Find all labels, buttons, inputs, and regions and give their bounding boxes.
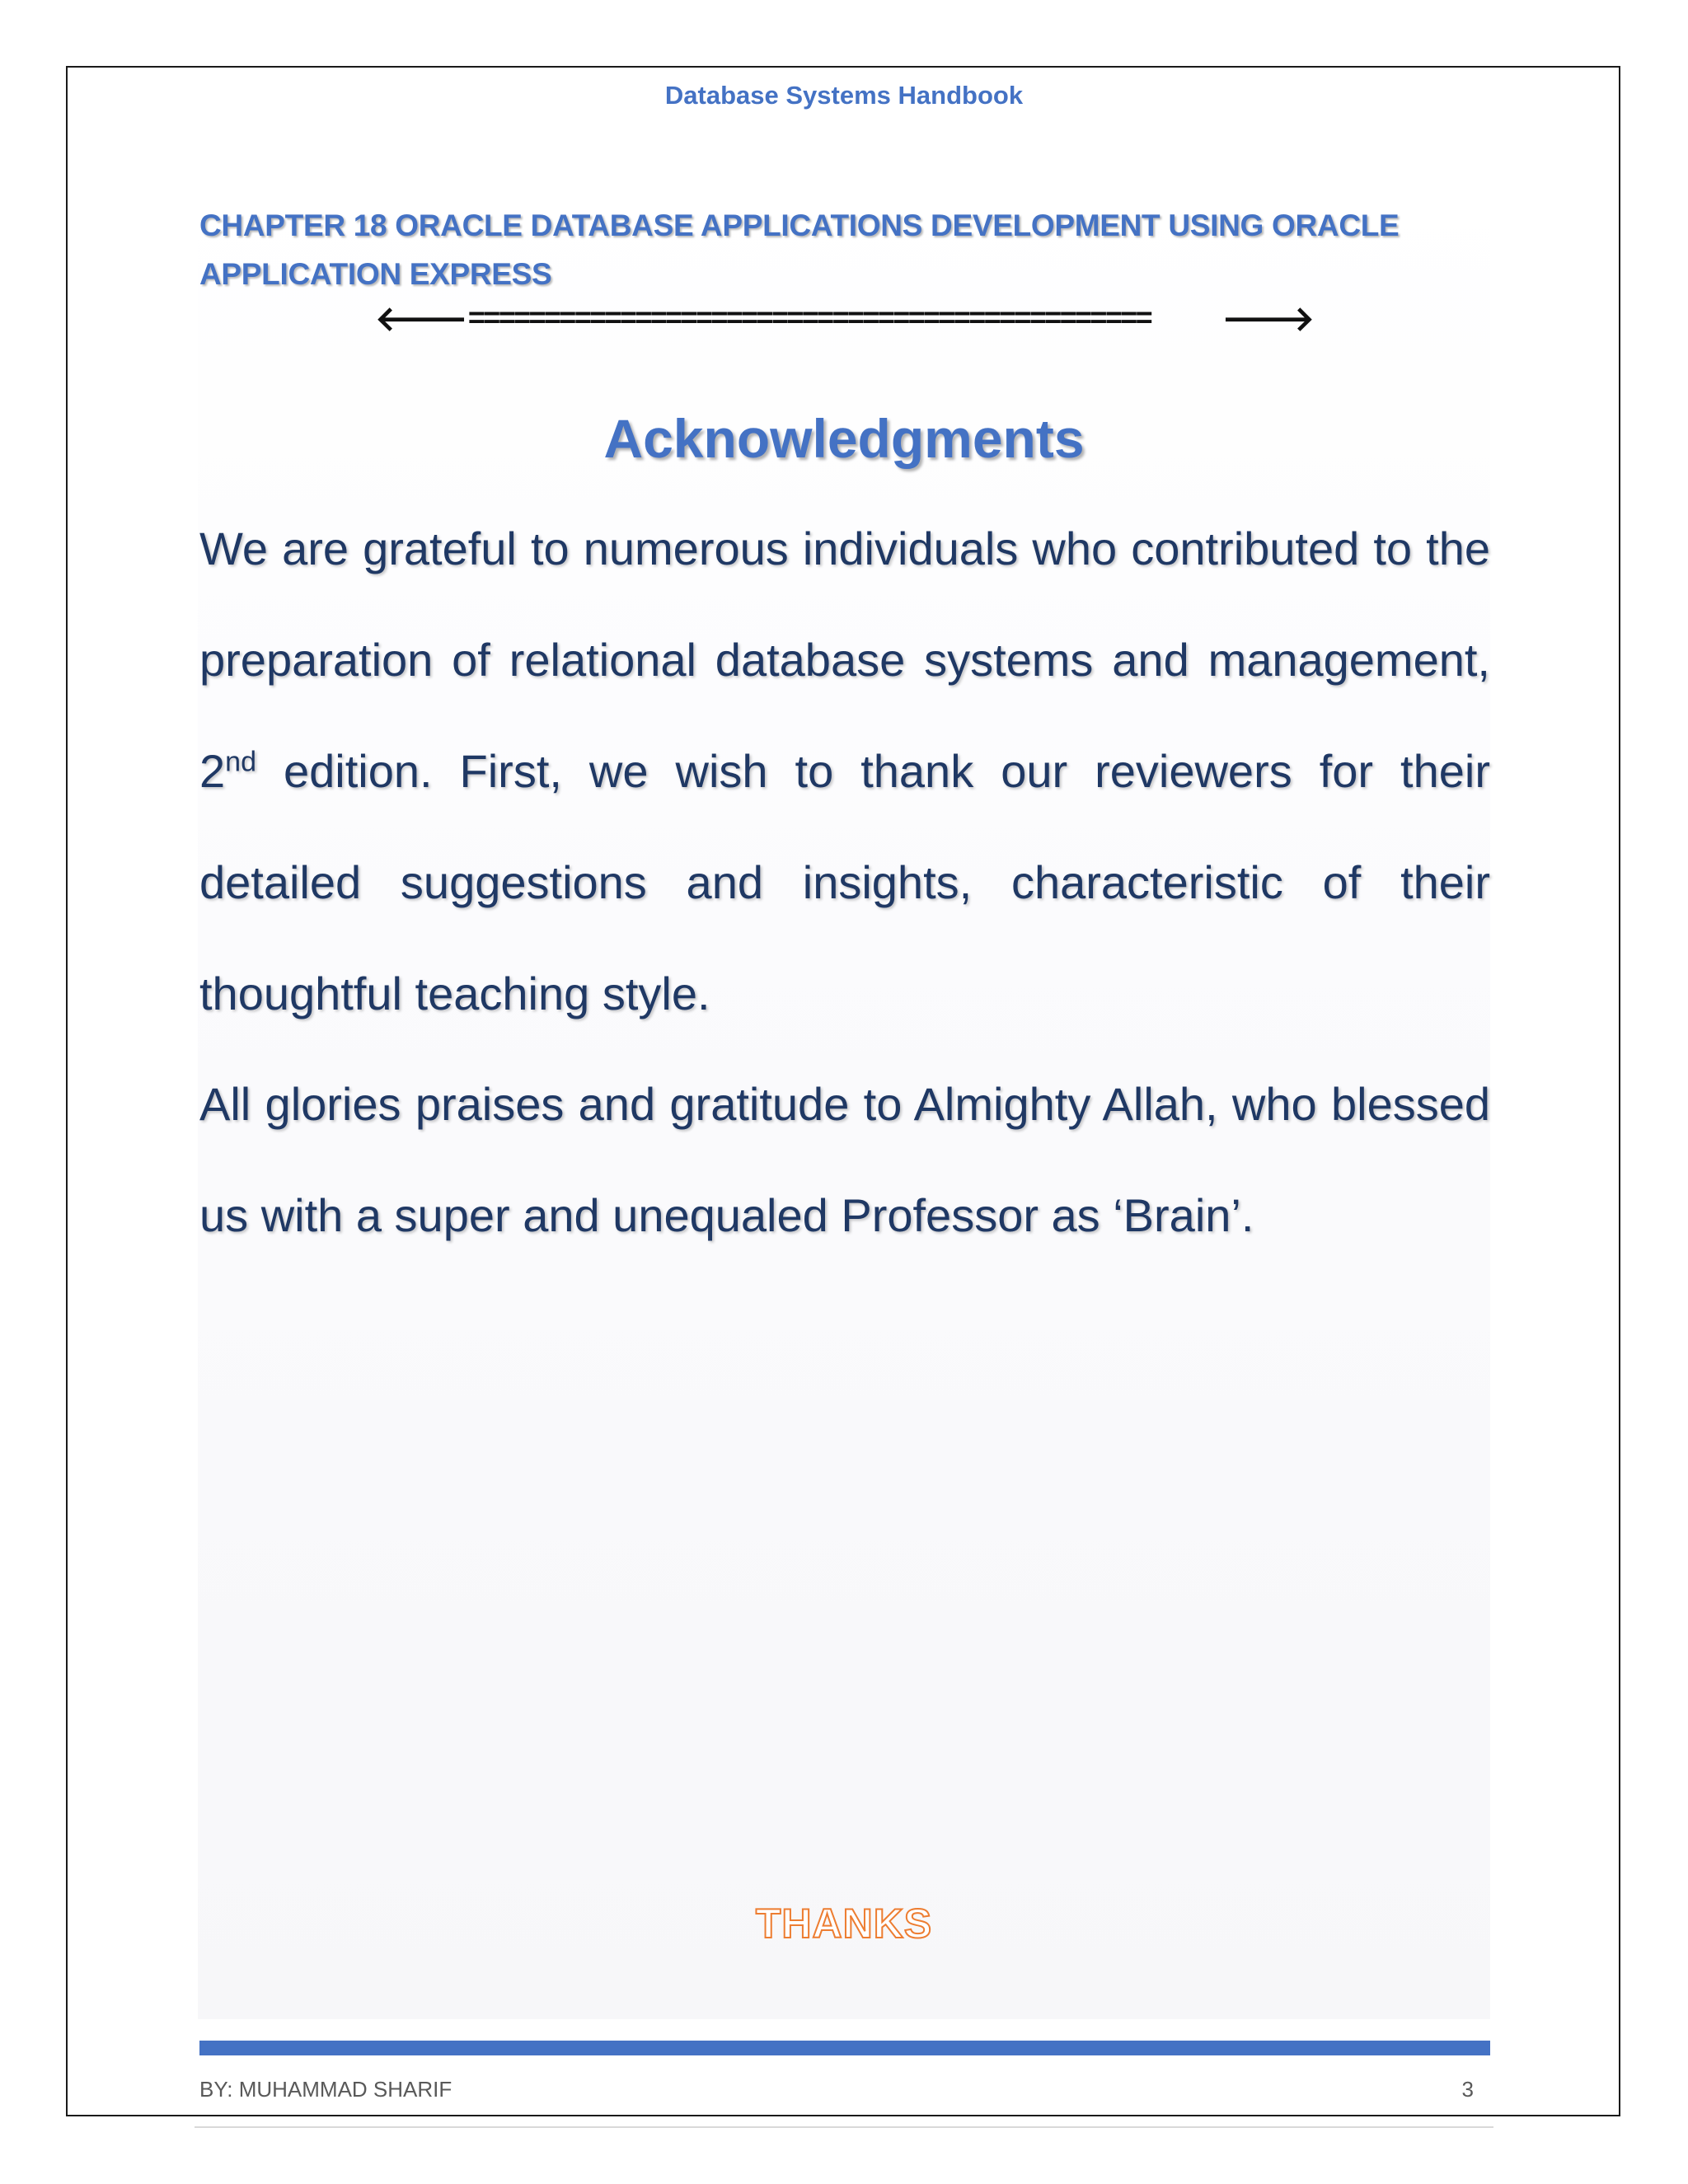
paragraph-1-text-start: We are grateful to numerous individuals who contributed to the preparation of relational database systems and management, 2: [199, 523, 1490, 797]
acknowledgments-paragraph-1: [199, 493, 1490, 1049]
footer-bar: [199, 2041, 1490, 2055]
acknowledgments-paragraph-2: All glories praises and gratitude to Almighty Allah, who blessed us with a super and unequaled Professor as ‘Brain’.: [199, 1078, 1490, 1241]
acknowledgments-heading: Acknowledgments: [603, 408, 1085, 469]
page-number: 3: [1461, 2077, 1474, 2102]
left-arrow-icon: 🡐: [375, 298, 468, 339]
thanks-wordart: THANKS: [755, 1900, 933, 1947]
divider-bar: =============================================: [467, 302, 1151, 336]
right-arrow-icon: 🡒: [1221, 298, 1315, 339]
paragraph-1-text-end: edition. First, we wish to thank our reviewers for their detailed suggestions and insights, characteristic of their thoughtful teaching style.: [199, 745, 1490, 1019]
arrow-divider: [375, 298, 1315, 339]
footer-author: BY: MUHAMMAD SHARIF: [199, 2077, 452, 2102]
ordinal-superscript: nd: [225, 746, 256, 778]
bottom-divider-line: [195, 2126, 1493, 2128]
chapter-title: CHAPTER 18 ORACLE DATABASE APPLICATIONS DEVELOPMENT USING ORACLE APPLICATION EXPRESS: [199, 209, 1400, 291]
running-header: Database Systems Handbook: [664, 81, 1024, 110]
